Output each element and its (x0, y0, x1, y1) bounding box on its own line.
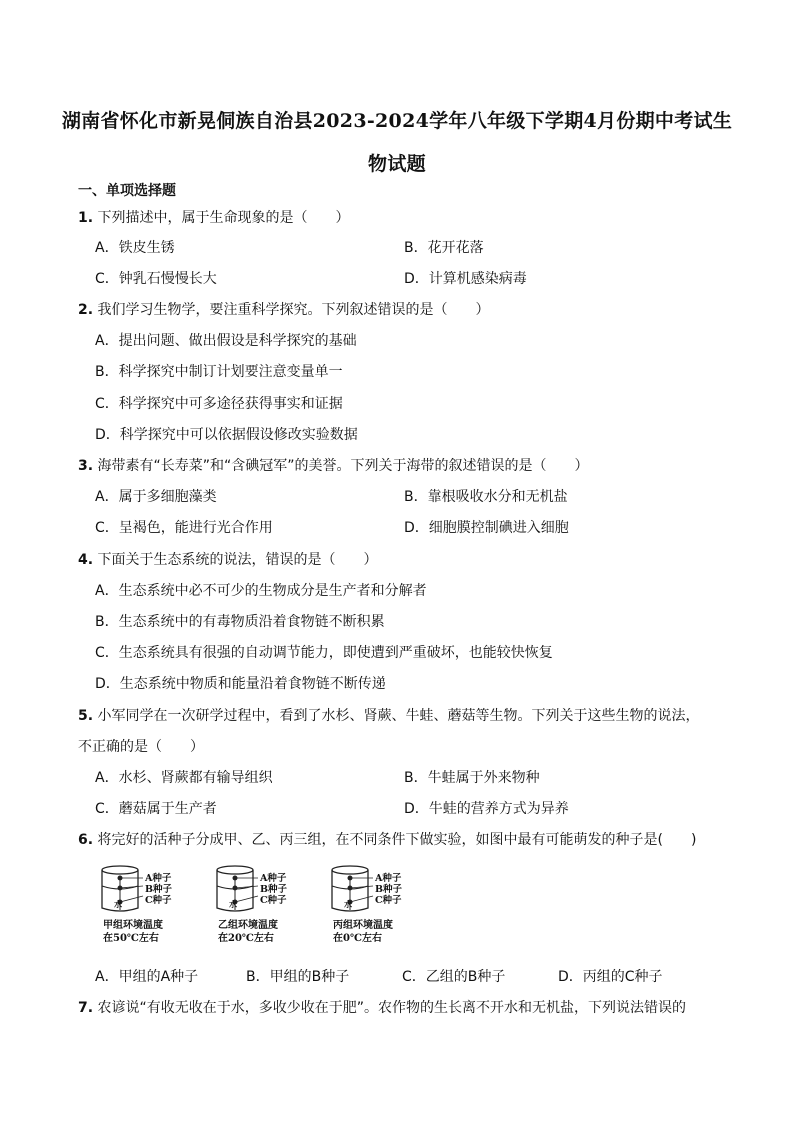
question-1 (78, 209, 350, 227)
question-6 (78, 831, 696, 849)
caption-line-1: 乙组环境温度 (218, 920, 278, 931)
option-d: D．丙组的C种子 (558, 969, 663, 985)
question-number: 3. (78, 458, 94, 474)
option-b: B．科学探究中制订计划要注意变量单一 (95, 364, 343, 380)
caption-line-2: 在20℃左右 (218, 933, 274, 944)
seed-label-b: B种子 (260, 884, 288, 895)
seed-label-b: B种子 (145, 884, 173, 895)
question-4 (78, 551, 378, 569)
option-a: A．生态系统中必不可少的生物成分是生产者和分解者 (95, 583, 427, 599)
caption-line-2: 在0℃左右 (333, 933, 382, 944)
option-a: A．提出问题、做出假设是科学探究的基础 (95, 333, 357, 349)
option-c: C．钟乳石慢慢长大 (95, 271, 217, 287)
seed-label-c: C种子 (145, 895, 172, 906)
question-3 (78, 457, 589, 475)
question-number: 4. (78, 552, 94, 568)
question-number: 7. (78, 1000, 94, 1016)
option-d: D．细胞膜控制碘进入细胞 (404, 520, 569, 536)
seed-label-b: B种子 (375, 884, 403, 895)
option-c: C．科学探究中可多途径获得事实和证据 (95, 396, 343, 412)
option-a: A．水杉、肾蕨都有输导组织 (95, 770, 273, 786)
seed-label-c: C种子 (260, 895, 287, 906)
figure-caption (218, 919, 278, 945)
question-number: 2. (78, 302, 94, 318)
question-text: 农谚说“有收无收在于水，多收少收在于肥”。农作物的生长离不开水和无机盐，下列说法错误的 (97, 1000, 687, 1016)
question-5 (78, 707, 700, 725)
option-d: D．牛蛙的营养方式为异养 (404, 801, 569, 817)
caption-line-1: 丙组环境温度 (333, 920, 393, 931)
option-d: D．计算机感染病毒 (404, 271, 527, 287)
question-5-continued: 不正确的是（ ） (78, 739, 204, 755)
question-text: 海带素有“长寿菜”和“含碘冠军”的美誉。下列关于海带的叙述错误的是（ ） (97, 458, 589, 474)
beaker-figure (95, 864, 435, 954)
option-c: C．乙组的B种子 (402, 969, 506, 985)
caption-line-2: 在50℃左右 (103, 933, 159, 944)
figure-caption (103, 919, 163, 945)
beaker-group-yi (210, 864, 320, 954)
question-text: 将完好的活种子分成甲、乙、丙三组，在不同条件下做实验，如图中最有可能萌发的种子是( ) (97, 832, 697, 848)
beaker-group-jia (95, 864, 205, 954)
figure-caption (333, 919, 393, 945)
water-label: 水 (344, 899, 352, 909)
question-number: 6. (78, 832, 94, 848)
option-c: C．呈褐色，能进行光合作用 (95, 520, 273, 536)
caption-line-1: 甲组环境温度 (103, 920, 163, 931)
option-a: A．属于多细胞藻类 (95, 489, 217, 505)
question-text: 小军同学在一次研学过程中，看到了水杉、肾蕨、牛蛙、蘑菇等生物。下列关于这些生物的说法， (97, 708, 700, 724)
question-text: 下面关于生态系统的说法，错误的是（ ） (97, 552, 378, 568)
option-b: B．花开花落 (404, 240, 484, 256)
option-d: D．科学探究中可以依据假设修改实验数据 (95, 427, 358, 443)
water-label: 水 (229, 899, 237, 909)
question-number: 5. (78, 708, 94, 724)
water-label: 水 (114, 899, 122, 909)
question-text: 下列描述中，属于生命现象的是（ ） (97, 210, 350, 226)
seed-label-a: A种子 (145, 873, 172, 884)
seed-label-a: A种子 (260, 873, 287, 884)
beaker-group-bing (325, 864, 435, 954)
option-d: D．生态系统中物质和能量沿着食物链不断传递 (95, 676, 386, 692)
seed-label-a: A种子 (375, 873, 402, 884)
seed-label-c: C种子 (375, 895, 402, 906)
page-title: 湖南省怀化市新晃侗族自治县2023-2024学年八年级下学期4月份期中考试生 (61, 110, 733, 132)
option-b: B．牛蛙属于外来物种 (404, 770, 540, 786)
page-title-continued: 物试题 (368, 153, 426, 175)
section-heading: 一、单项选择题 (78, 183, 176, 199)
option-b: B．靠根吸收水分和无机盐 (404, 489, 568, 505)
question-text: 我们学习生物学，要注重科学探究。下列叙述错误的是（ ） (97, 302, 490, 318)
question-2 (78, 301, 490, 319)
option-c: C．生态系统具有很强的自动调节能力，即使遭到严重破坏，也能较快恢复 (95, 645, 553, 661)
option-a: A．甲组的A种子 (95, 969, 199, 985)
option-b: B．生态系统中的有毒物质沿着食物链不断积累 (95, 614, 385, 630)
option-a: A．铁皮生锈 (95, 240, 175, 256)
option-b: B．甲组的B种子 (246, 969, 350, 985)
option-c: C．蘑菇属于生产者 (95, 801, 217, 817)
question-7 (78, 999, 686, 1017)
question-number: 1. (78, 210, 94, 226)
